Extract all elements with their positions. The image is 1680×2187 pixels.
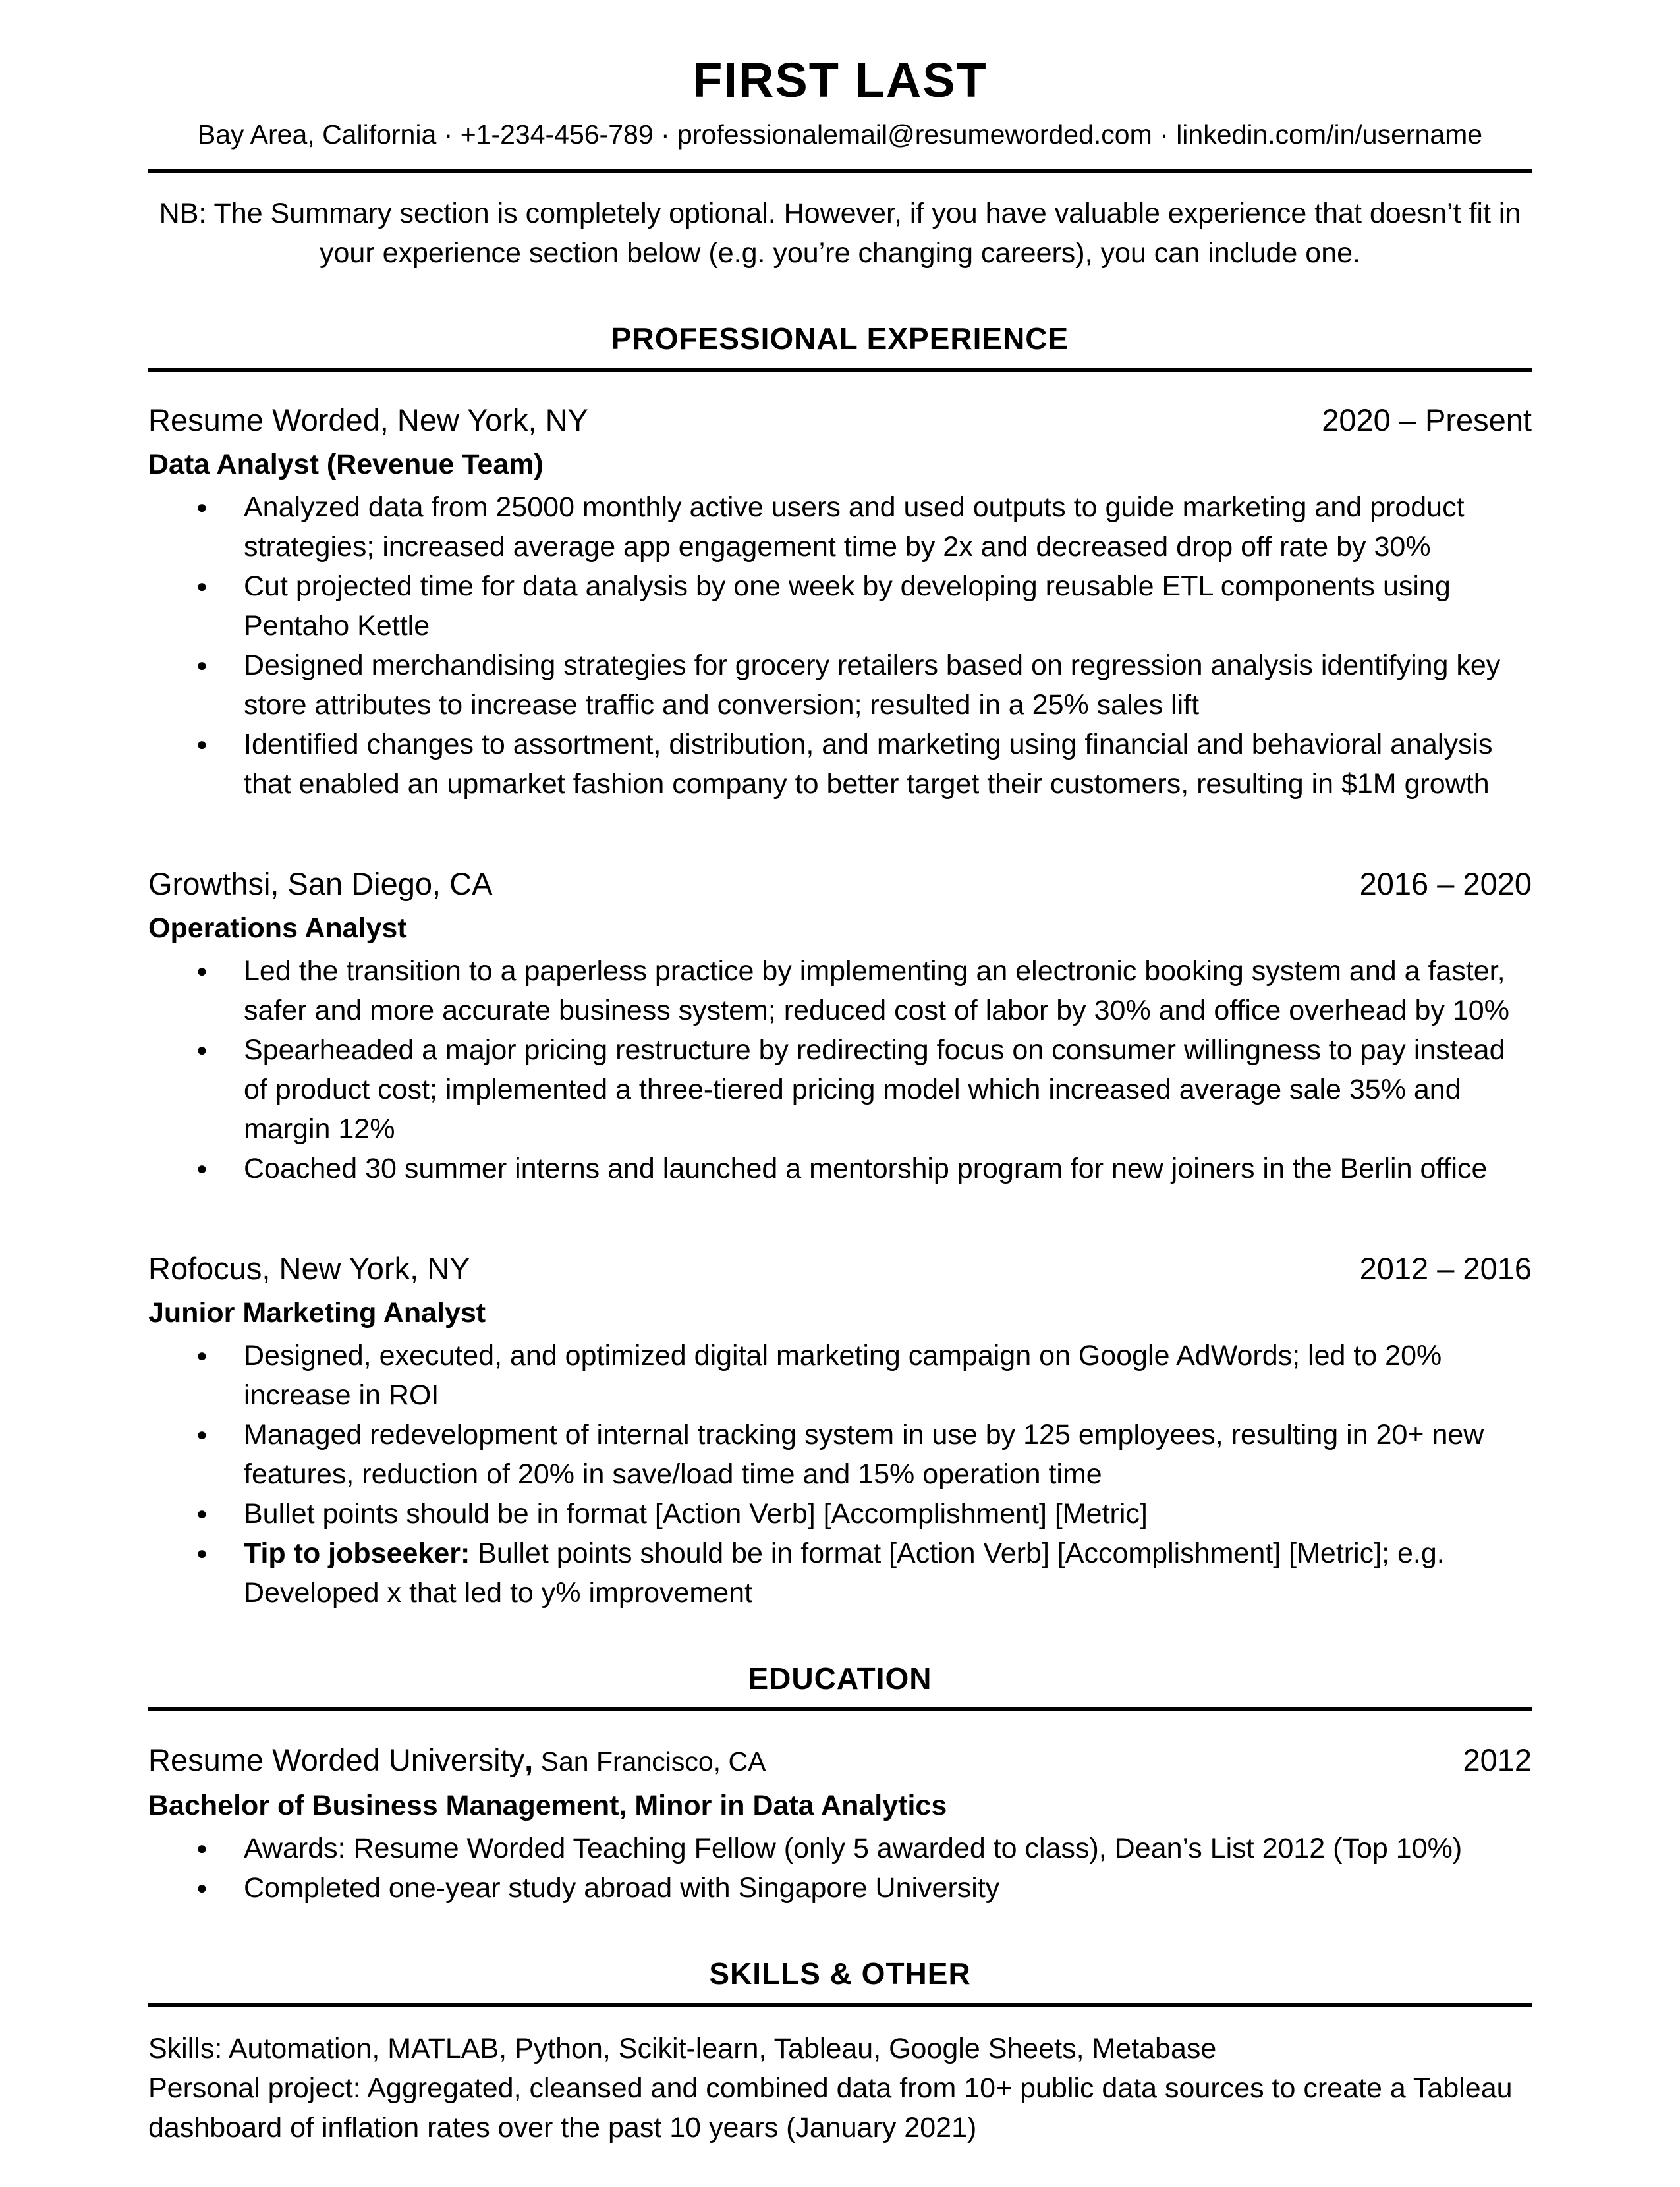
section-title-skills: SKILLS & OTHER <box>709 1956 971 1991</box>
job-bullet-list <box>148 951 1532 1188</box>
section-divider-experience <box>148 368 1532 372</box>
skills-list: Skills: Automation, MATLAB, Python, Scikit-learn, Tableau, Google Sheets, Metabase <box>148 2033 1217 2064</box>
bullet-item: ● Led the transition to a paperless practice by implementing an electronic booking system and a faster, safer and more accurate business system; reduced cost of labor by 30% and office overhead by 10% <box>244 951 1532 1030</box>
education-bullet-list <box>148 1829 1532 1908</box>
job-title: Data Analyst (Revenue Team) <box>148 449 544 480</box>
company-location: Resume Worded, New York, NY <box>148 402 588 437</box>
company-location: Growthsi, San Diego, CA <box>148 866 493 901</box>
education-date: 2012 <box>1463 1742 1532 1777</box>
bullet-item: ● Spearheaded a major pricing restructure by redirecting focus on consumer willingness to pay instead of product cost; implemented a three-tiered pricing model which increased average sale 35% and margin 12% <box>244 1030 1532 1149</box>
section-divider-skills <box>148 2003 1532 2007</box>
bullet-item: ● Managed redevelopment of internal tracking system in use by 125 employees, resulting in 20+ new features, reduction of 20% in save/load time and 15% operation time <box>244 1415 1532 1494</box>
job-title: Operations Analyst <box>148 912 407 944</box>
date-range: 2012 – 2016 <box>1359 1251 1532 1286</box>
job-header <box>148 401 1532 440</box>
job-header <box>148 864 1532 904</box>
section-divider-education <box>148 1707 1532 1711</box>
job-header <box>148 1249 1532 1288</box>
section-education <box>148 1660 1532 1908</box>
contact-line: Bay Area, California · +1-234-456-789 · professionalemail@resumeworded.com · linkedin.com/in/username <box>197 119 1483 150</box>
company-location: Rofocus, New York, NY <box>148 1251 470 1286</box>
education-entry <box>148 1740 1532 1908</box>
bullet-item: ● Cut projected time for data analysis by one week by developing reusable ETL components using Pentaho Kettle <box>244 567 1532 646</box>
school-location <box>148 1740 766 1781</box>
section-skills <box>148 1955 1532 2147</box>
tip-prefix: Tip to jobseeker: <box>244 1537 470 1569</box>
school-city: San Francisco, CA <box>533 1746 766 1777</box>
job-bullet-list <box>148 1336 1532 1613</box>
bullet-item: ● Awards: Resume Worded Teaching Fellow (only 5 awarded to class), Dean’s List 2012 (Top 10%) <box>244 1829 1532 1868</box>
resume-header <box>148 53 1532 152</box>
school-comma: , <box>524 1742 534 1777</box>
section-professional-experience <box>148 320 1532 1613</box>
school-name: Resume Worded University <box>148 1742 525 1777</box>
personal-project: Personal project: Aggregated, cleansed and combined data from 10+ public data sources to create a Tableau dashboard of inflation rates over the past 10 years (January 2021) <box>148 2072 1513 2144</box>
header-divider <box>148 169 1532 173</box>
job-entry-growthsi <box>148 864 1532 1188</box>
summary-note: NB: The Summary section is completely optional. However, if you have valuable experience that doesn’t fit in your experience section below (e.g. you’re changing careers), you can include one. <box>159 198 1521 269</box>
bullet-item: ● Coached 30 summer interns and launched a mentorship program for new joiners in the Berlin office <box>244 1149 1532 1188</box>
tip-text: Bullet points should be in format [Action Verb] [Accomplishment] [Metric]; e.g. Developed x that led to y% improvement <box>244 1537 1445 1609</box>
job-title: Junior Marketing Analyst <box>148 1297 486 1329</box>
bullet-item: ● Designed, executed, and optimized digital marketing campaign on Google AdWords; led to 20% increase in ROI <box>244 1336 1532 1415</box>
job-entry-resume-worded <box>148 401 1532 804</box>
degree-title: Bachelor of Business Management, Minor in Data Analytics <box>148 1790 947 1821</box>
date-range: 2020 – Present <box>1322 402 1532 437</box>
bullet-item: ● Identified changes to assortment, distribution, and marketing using financial and behavioral analysis that enabled an upmarket fashion company to better target their customers, resulting in $1M growth <box>244 725 1532 804</box>
job-bullet-list <box>148 487 1532 804</box>
section-title-experience: PROFESSIONAL EXPERIENCE <box>611 321 1069 356</box>
section-title-education: EDUCATION <box>748 1661 932 1696</box>
date-range: 2016 – 2020 <box>1359 866 1532 901</box>
bullet-item: ● Bullet points should be in format [Action Verb] [Accomplishment] [Metric] <box>244 1494 1532 1534</box>
bullet-item: ● Completed one-year study abroad with Singapore University <box>244 1868 1532 1908</box>
bullet-item-tip <box>244 1534 1532 1613</box>
education-header <box>148 1740 1532 1781</box>
job-entry-rofocus <box>148 1249 1532 1613</box>
skills-block <box>148 2029 1532 2147</box>
bullet-item: ● Designed merchandising strategies for grocery retailers based on regression analysis identifying key store attributes to increase traffic and conversion; resulted in a 25% sales lift <box>244 646 1532 725</box>
bullet-item: ● Analyzed data from 25000 monthly active users and used outputs to guide marketing and product strategies; increased average app engagement time by 2x and decreased drop off rate by 30% <box>244 487 1532 567</box>
candidate-name: FIRST LAST <box>692 53 988 107</box>
